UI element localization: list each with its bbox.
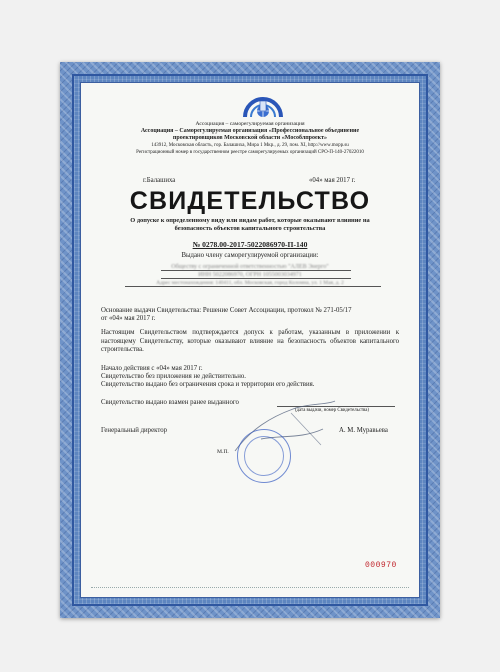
issue-date: «04» мая 2017 г. <box>309 177 356 184</box>
subtitle-line-2: безопасность объектов капитального строительства <box>174 225 326 232</box>
certificate-paper <box>80 82 420 598</box>
certificate-sheet <box>60 62 440 618</box>
organization-address: 143912, Московская область, гор. Балашиха, Мира 1 Мкр., д. 29, пом. XI, http://www.mopp.su <box>151 143 349 148</box>
member-address-line <box>125 286 381 287</box>
subtitle-line-1: О допуске к определенному виду или видам работ, которые оказывают влияние на <box>130 217 370 224</box>
issue-place: г.Балашиха <box>143 177 176 184</box>
member-name-line <box>161 270 351 271</box>
organization-name-line-2: проектировщиков Московской области «Мособлпроект» <box>172 135 328 141</box>
association-logo-icon <box>241 91 285 121</box>
serial-number: 000970 <box>365 561 397 570</box>
member-ids: ИНН 5022086970, ОГРН 1055003034971 <box>198 272 302 278</box>
replaces-label: Свидетельство выдано взамен ранее выданного <box>101 399 239 406</box>
start-date: Начало действия с «04» мая 2017 г. <box>101 365 203 372</box>
validity-note: Свидетельство выдано без ограничения срока и территории его действия. <box>101 381 315 388</box>
official-stamp <box>237 429 291 483</box>
registry-number: Регистрационный номер в государственном реестре саморегулируемых организаций СРО-П-140-27022010 <box>136 150 364 155</box>
basis-line-2: от «04» мая 2017 г. <box>101 315 156 322</box>
appendix-note: Свидетельство без приложения не действительно. <box>101 373 246 380</box>
document-title: СВИДЕТЕЛЬСТВО <box>129 187 371 215</box>
director-title: Генеральный директор <box>101 427 167 434</box>
member-name: Обществу с ограниченной ответственностью "АЛЕВ Энерго" <box>171 264 329 270</box>
basis-line-1: Основание выдачи Свидетельства: Решение Совет Ассоциации, протокол № 271-05/17 <box>101 307 352 314</box>
certificate-number: № 0278.00-2017-5022086970-П-140 <box>192 240 308 249</box>
member-address: Адрес местонахождения: 140411, обл. Московская, город Коломна, ул. 1 Мая, д. 2 <box>156 280 344 286</box>
director-name: А. М. Муравьева <box>339 427 388 434</box>
organization-name-line-1: Ассоциация – Саморегулируемая организация «Профессиональное объединение <box>140 128 360 134</box>
issued-to-label: Выдано члену саморегулируемой организации: <box>181 252 319 259</box>
association-type: Ассоциация – саморегулируемая организация <box>195 121 305 127</box>
member-ids-line <box>161 278 351 279</box>
footer-microprint <box>91 587 409 591</box>
body-paragraph: Настоящим Свидетельством подтверждается допуск к работам, указанным в приложении к настоящему Свидетельству, которые оказывают влияние на безопасность объектов капитального строительства. <box>101 329 399 354</box>
replaces-caption: (дата выдачи, номер Свидетельства) <box>295 408 369 413</box>
stamp-place-label: М.П. <box>217 449 229 455</box>
